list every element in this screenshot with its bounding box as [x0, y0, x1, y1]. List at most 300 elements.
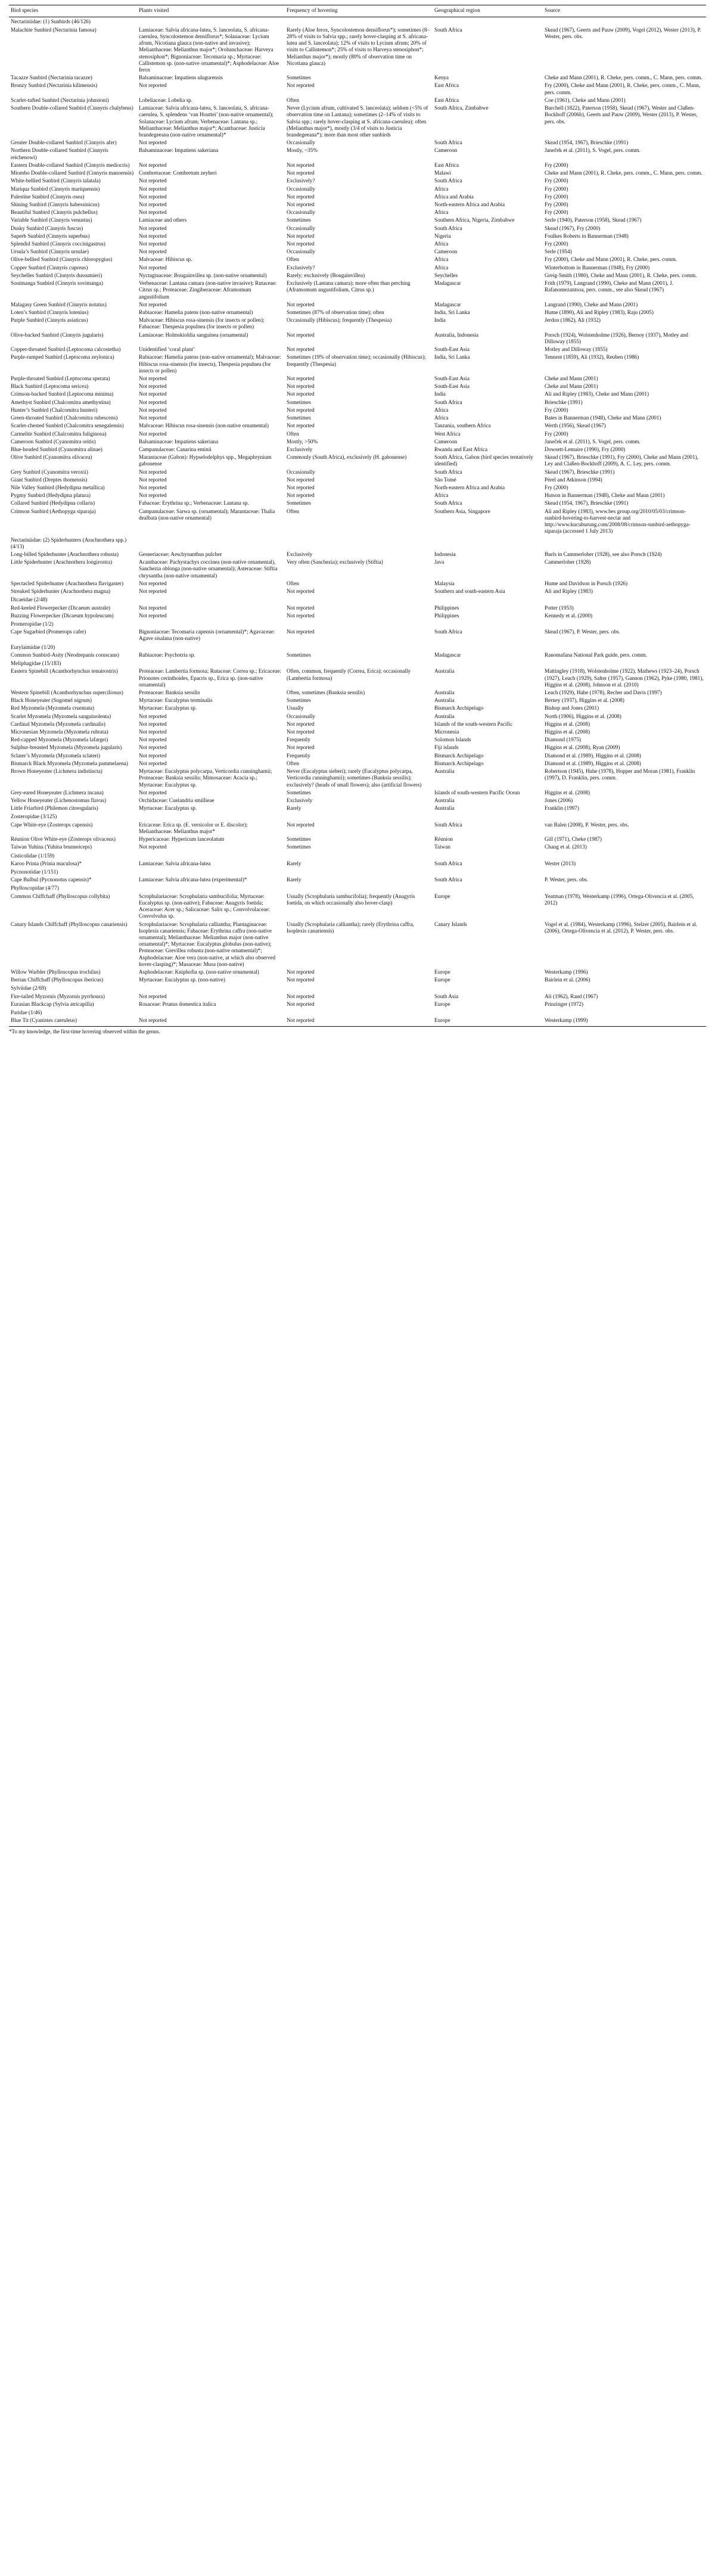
plants-cell: Not reported [139, 476, 167, 483]
table-row [9, 301, 706, 309]
frequency-cell: Not reported [285, 1017, 433, 1026]
source-cell: Leach (1929), Hahe (1978), Recher and Davis (1997) [545, 689, 662, 695]
source-cell: Jerdon (1862), Ali (1932) [545, 317, 601, 324]
table-row [9, 651, 706, 659]
region-cell [433, 984, 543, 992]
plants-cell: Malvaceae: Hibiscus rosa-sinensis (non-native ornamental) [139, 422, 269, 429]
region-cell: South-East Asia [434, 346, 470, 353]
table-row [9, 422, 706, 430]
table-row [9, 752, 706, 760]
plants-cell [137, 852, 285, 860]
frequency-cell [285, 643, 433, 651]
frequency-cell: Sometimes (87% of observation time); often [287, 309, 384, 315]
source-cell: Higgins et al. (2008) [545, 789, 590, 796]
species-cell: Micronesian Myzomela (Myzomela rubrata) [11, 729, 108, 735]
plants-cell: Not reported [139, 720, 167, 727]
table-row [9, 74, 706, 82]
plants-cell [137, 17, 285, 26]
plants-cell: Not reported [139, 264, 167, 271]
table-row [9, 185, 706, 193]
frequency-cell: Not reported [287, 201, 315, 207]
table-row [9, 789, 706, 797]
region-cell: South Africa [434, 860, 462, 866]
plants-cell: Not reported [139, 752, 167, 759]
source-cell: Motley and Dilloway (1855) [545, 346, 608, 353]
plants-cell: Lamiaceae: Salvia africana-lutea, S. lanceolata, S. africana-caerulea, Syncolostemon densiflorus*; Solanaceae: Lycium afrum, Nicotiana glauca (non-native and invasive); Melianthaceae: Melianthus major*; Orobanchaceae: Harveya stenosiphon*; Bignoniaceae: Tecomaria sp.; Myrtaceae: Callistemon sp. (non-native ornamental)*; Asphodelaceae: Aloe ferox [139, 26, 279, 73]
plants-cell: Not reported [137, 1017, 285, 1026]
table-row [9, 580, 706, 588]
region-cell: South Africa [434, 26, 462, 33]
frequency-cell [285, 17, 433, 26]
family-group-row [9, 17, 706, 26]
frequency-cell: Exclusively (Lantana camara); more often than perching (Aframomum angustifolium, Citrus sp.) [287, 280, 411, 293]
species-cell: Iberian Chiffchaff (Phylloscopus ibericus) [11, 977, 104, 983]
source-cell: Skead (1967), Brieschke (1991) [545, 468, 615, 475]
species-cell: Nectariniidae: (2) Spiderhunters (Arachnothera spp.) (4/13) [11, 536, 127, 549]
source-cell: Berney (1937), Higgins et al. (2008) [545, 697, 624, 704]
source-cell: Serle (1954) [545, 248, 572, 255]
species-cell: Scarlet Myzomela (Myzomela sanguinolenta) [11, 713, 111, 719]
frequency-cell [285, 1008, 433, 1017]
table-row [9, 272, 706, 279]
table-row [9, 240, 706, 248]
frequency-cell: Usually [287, 705, 304, 711]
species-cell: Common Sunbird-Asity (Neodrepanis coruscans) [11, 651, 119, 658]
plants-cell [137, 868, 285, 876]
species-cell: Western Spinebill (Acanthorhynchus superciliosus) [11, 689, 123, 695]
table-row [9, 767, 706, 789]
region-cell: Africa [434, 241, 449, 247]
plants-cell: Myrtaceae: Eucalyptus sp. (non-native) [139, 977, 225, 983]
region-cell: Madagascar [434, 301, 461, 307]
plants-cell: Not reported [139, 789, 167, 796]
family-group-row [9, 1008, 706, 1017]
plants-cell: Not reported [139, 430, 167, 437]
frequency-cell: Not reported [287, 375, 315, 381]
frequency-cell: Occasionally [287, 139, 315, 146]
region-cell [433, 868, 543, 876]
frequency-cell: Rarely (Aloe ferox, Syncolostemon densiflorus*); sometimes (8–28% of visits to Salvia spp.; rarely hover-clasping at S. africana-lutea and S. lanceolata); 12% of visits to Lycium afrum; 20% of visits to Callistemon*; 25% of visits to Harveya stenosiphon*; Melianthus major*); mostly (80% of observation time on Nicotiana glauca) [287, 26, 430, 66]
table-row [9, 331, 706, 346]
frequency-cell: Rarely; exclusively (Bougainvillea) [287, 272, 365, 278]
plants-cell: Balsaminaceae: Impatiens sakeriana [139, 438, 219, 445]
table-row [9, 797, 706, 804]
region-cell [433, 884, 543, 892]
table-row [9, 484, 706, 492]
source-cell: Cammerloher (1928) [545, 559, 591, 565]
table-body [9, 17, 706, 1026]
species-cell: Crimson Sunbird (Aethopyga siparaja) [11, 508, 96, 514]
species-cell: Promeropidae (1/2) [11, 620, 54, 627]
source-cell: Greig-Smith (1980), Cheke and Mann (2001), R. Cheke, pers. comm. [545, 272, 697, 278]
species-cell: Cisticolidae (1/159) [11, 852, 55, 859]
region-cell: Bismarck Archipelago [434, 705, 484, 711]
frequency-cell [285, 595, 433, 604]
table-row [9, 82, 706, 96]
frequency-cell: Very often (Sanchezia); exclusively (Stiftia) [287, 559, 383, 565]
species-cell: Cape White-eye (Zosterops capensis) [11, 821, 93, 828]
species-cell: Bismarck Black Myzomela (Myzomela pammelaena) [11, 760, 128, 766]
frequency-cell: Sometimes [287, 697, 311, 704]
source-cell: van Balen (2008), P. Wester, pers. obs. [545, 821, 629, 828]
region-cell: Indonesia [434, 551, 456, 557]
source-cell: Ali and Ripley (1983), Cheke and Mann (2001) [545, 391, 649, 397]
region-cell: South Africa [434, 877, 462, 883]
source-cell: Skead (1967), Geerts and Pauw (2009), Vogel (2012), Wester (2013), P. Wester, pers. obs. [545, 26, 701, 39]
table-row [9, 821, 706, 835]
family-group-row [9, 643, 706, 651]
species-cell: Pygmy Sunbird (Hedydipna platura) [11, 492, 91, 499]
frequency-cell: Usually (Scrophularia sambucifolia); frequently (Anagyris foetida, on which occasionally also hover-clasp) [287, 893, 415, 906]
source-cell: Fry (2000), Cheke and Mann (2001), R. Cheke, pers. comm., C. Mann, pers. comm. [545, 82, 701, 95]
frequency-cell: Not reported [287, 241, 315, 247]
frequency-cell: Not reported [287, 161, 315, 168]
frequency-cell: Often [287, 97, 299, 103]
region-cell: South Africa [434, 500, 462, 507]
region-cell: South Africa [434, 468, 462, 475]
source-cell: P. Wester, pers. obs. [545, 877, 588, 883]
species-cell: Olive-backed Sunbird (Cinnyris jugularis) [11, 331, 104, 338]
table-row [9, 1017, 706, 1026]
region-cell: Fiji islands [434, 744, 459, 751]
region-cell: Europe [434, 977, 450, 983]
source-cell: Cheke and Mann (2001), R. Cheke, pers. comm., C. Mann, pers. comm. [545, 74, 702, 81]
region-cell: Europe [433, 1017, 543, 1026]
source-cell: Kennedy et al. (2000) [545, 612, 593, 619]
species-cell: Olive Sunbird (Cyanomitra olivacea) [11, 454, 92, 461]
hovering-birds-table [9, 5, 706, 1027]
plants-cell: Not reported [139, 744, 167, 751]
species-cell: Blue Tit (Cyanistes caeruleus) [9, 1017, 137, 1026]
region-cell: Madagascar [434, 651, 461, 658]
species-cell: Meliphagidae (15/183) [11, 660, 61, 667]
source-cell: Mattingley (1918), Wolstenholme (1922), Mathews (1923–24), Porsch (1927), Leach (1929), Salter (1957), Gannon (1962), Pyke (1980, 1981), Higgins et al. (2008), Johnson et al. (2010) [545, 668, 704, 688]
plants-cell: Not reported [139, 185, 167, 192]
species-cell: Mariqua Sunbird (Cinnyris mariquensis) [11, 185, 100, 192]
region-cell [433, 1008, 543, 1017]
source-cell: Jones (2006) [545, 797, 573, 803]
plants-cell: Not reported [139, 161, 167, 168]
region-cell: Kenya [434, 74, 449, 81]
source-cell [543, 620, 706, 628]
plants-cell: Malvaceae: Hibiscus rosa-sinensis (for insects or pollen); Fabaceae: Thespesia populnea (for insects or pollen) [139, 317, 265, 330]
frequency-cell: Often, sometimes (Banksia sessilis) [287, 689, 365, 695]
frequency-cell: Sometimes [287, 415, 311, 421]
frequency-cell: Often [287, 430, 299, 437]
table-row [9, 309, 706, 316]
species-cell: Eastern Spinebill (Acanthorhynchus tenuirostris) [11, 668, 118, 675]
family-group-row [9, 812, 706, 821]
species-cell: Loten’s Sunbird (Cinnyris lotenius) [11, 309, 89, 315]
source-cell: Hume (1890), Ali and Ripley (1983), Raju (2005) [545, 309, 654, 315]
species-cell: Splendid Sunbird (Cinnyris coccinigastrus) [11, 241, 105, 247]
species-cell: Long-billed Spiderhunter (Arachnothera robusta) [11, 551, 119, 557]
source-cell: Skead (1954, 1967), Brieschke (1991) [545, 139, 629, 146]
region-cell: Africa [434, 415, 449, 421]
species-cell: Nile Valley Sunbird (Hedydipna metallica) [11, 484, 105, 491]
frequency-cell: Not reported [287, 391, 315, 397]
species-cell: Malachite Sunbird (Nectarinia famosa) [11, 26, 97, 33]
table-row [9, 406, 706, 414]
family-group-row [9, 884, 706, 892]
table-row [9, 876, 706, 884]
plants-cell: Bignoniaceae: Tecomaria capensis (ornamental)*; Agavaceae: Agave sisalana (non-native) [139, 629, 275, 642]
species-cell: Ursula’s Sunbird (Cinnyris ursulae) [11, 248, 89, 255]
species-cell: Little Spiderhunter (Arachnothera longirostra) [11, 559, 113, 565]
header-region: Geographical region [433, 5, 543, 17]
region-cell: Southern and south-eastern Asia [434, 588, 505, 595]
region-cell: Australia, Indonesia [434, 331, 478, 338]
source-cell: Hutson in Bannerman (1948), Cheke and Mann (2001) [545, 492, 665, 499]
table-row [9, 26, 706, 74]
table-row [9, 232, 706, 240]
plants-cell: Not reported [139, 580, 167, 586]
plants-cell [137, 643, 285, 651]
table-row [9, 604, 706, 612]
region-cell: India [434, 391, 446, 397]
frequency-cell: Frequently [287, 737, 310, 743]
source-cell [543, 984, 706, 992]
source-cell: Pèrel and Atkinson (1994) [545, 476, 602, 483]
species-cell: Sylviidae (2/69) [11, 985, 46, 992]
region-cell: Europe [434, 893, 450, 899]
frequency-cell: Frequently [287, 752, 310, 759]
region-cell: Philippines [434, 612, 459, 619]
frequency-cell: Not reported [287, 821, 315, 828]
source-cell: Yeatman (1978), Westerkamp (1996), Ortega-Olivencia et al. (2005, 2012) [545, 893, 694, 906]
frequency-cell: Often [287, 508, 299, 514]
plants-cell [137, 812, 285, 821]
plants-cell: Asphodelaceae: Kniphofia sp. (non-native ornamental) [139, 969, 259, 975]
species-cell: Greater Double-collared Sunbird (Cinnyris afer) [11, 139, 117, 146]
source-cell: Serle (1940), Paterson (1958), Skead (1967) [545, 217, 642, 223]
frequency-cell: Not reported [287, 383, 315, 390]
species-cell: Eurasian Blackcap (Sylvia atricapilla) [11, 1000, 94, 1007]
plants-cell: Orchidaceae: Cuelandria smillieae [139, 797, 214, 803]
source-cell: Burchell (1822), Paterson (1958), Skead (1967), Wester and Claßen-Bockhoff (2006b), Geerts and Pauw (2009), Wester (2013), P. Wester, pers. obs. [545, 105, 698, 125]
species-cell: Buzzing Flowerpecker (Dicaeum hypoleucum) [11, 612, 114, 619]
frequency-cell: Exclusively [287, 551, 313, 557]
region-cell: Bismarck Archipelago [434, 760, 484, 766]
table-row [9, 209, 706, 216]
region-cell: Solomon Islands [434, 737, 471, 743]
table-row [9, 588, 706, 595]
plants-cell: Verbenaceae: Lantana camara (non-native invasive); Rutaceae: Citrus sp.; Proteaceae; Zingiberaceae: Aframomum angustifolium [139, 280, 277, 300]
frequency-cell [285, 868, 433, 876]
plants-cell: Lamiaceae: Salvia africana-lutea [139, 860, 211, 866]
table-row [9, 390, 706, 398]
frequency-cell: Usually (Scrophularia calliantha); rarely (Erythrina caffra, Isoplexis canariensis) [287, 921, 415, 934]
species-cell: Tacazze Sunbird (Nectarinia tacazze) [11, 74, 92, 81]
source-cell [543, 536, 706, 551]
frequency-cell: Not reported [287, 744, 315, 751]
plants-cell: Not reported [139, 82, 167, 89]
frequency-cell: Sometimes (19% of observation time); occasionally (Hibiscus); frequently (Thespesia) [287, 354, 426, 367]
species-cell: Sclater’s Myzomela (Myzomela sclateri) [11, 752, 101, 759]
table-row [9, 551, 706, 558]
plants-cell: Not reported [139, 139, 167, 146]
source-cell: Westerkamp (1996) [545, 969, 588, 975]
source-cell: Fry (2000) [545, 209, 568, 216]
header-plants-visited: Plants visited [137, 5, 285, 17]
region-cell: Taiwan [434, 844, 450, 850]
source-cell: Brieschke (1991) [545, 399, 583, 405]
plants-cell: Not reported [139, 588, 167, 595]
species-cell: Green-throated Sunbird (Chalcomitra rubescens) [11, 415, 118, 421]
table-row [9, 860, 706, 868]
plants-cell: Lamiaceae: Salvia africana-lutea, S. lanceolata, S. africana-caerulea, S. splendens ‘van Houttei’ (non-native ornamental); Solanaceae: Lycium afrum; Verbenaceae: Lantana sp.; Melianthaceae: Melianthus major*; Acanthaceae: Justicia brandegeeana (non-native ornamental)* [139, 105, 273, 138]
source-cell [543, 1008, 706, 1017]
table-row [9, 139, 706, 147]
table-row [9, 177, 706, 185]
table-row [9, 430, 706, 438]
region-cell: Southern Africa, Nigeria, Zimbabwe [434, 217, 515, 223]
region-cell: South Africa [434, 178, 462, 184]
species-cell: Cardinal Myzomela (Myzomela cardinalis) [11, 720, 105, 727]
frequency-cell: Never (Lycium afrum, cultivated S. lanceolata); seldom (<5% of observation time on Lantana); sometimes (2–14% of visits to Salvia spp.; rarely hover-clasping at S. africana-caerulea); often (Melianthus major*), mostly (3/4 of visits to Justicia brandegeeana*); more than most other sunbirds [287, 105, 428, 138]
plants-cell: Not reported [139, 178, 167, 184]
species-cell: Purple-throated Sunbird (Leptocoma sperata) [11, 375, 110, 381]
plants-cell: Balsaminaceae: Impatiens ulugurensis [139, 74, 223, 81]
frequency-cell: Sometimes [287, 399, 311, 405]
plants-cell: Not reported [139, 399, 167, 405]
region-cell: East Africa [434, 97, 459, 103]
species-cell: Crimson-backed Sunbird (Leptocoma minima) [11, 391, 114, 397]
source-cell [543, 659, 706, 667]
region-cell [433, 595, 543, 604]
plants-cell: Not reported [139, 232, 167, 239]
species-cell: Cameroon Sunbird (Cyanomitra oritis) [11, 438, 96, 445]
table-row [9, 256, 706, 263]
species-cell: Réunion Olive White-eye (Zosterops olivaceus) [11, 836, 116, 843]
header-source: Source [543, 5, 706, 17]
source-cell [543, 868, 706, 876]
frequency-cell: Not reported [287, 476, 315, 483]
table-row [9, 446, 706, 453]
table-row [9, 968, 706, 976]
frequency-cell [285, 852, 433, 860]
frequency-cell: Sometimes [287, 217, 311, 223]
frequency-cell: Not reported [287, 422, 315, 429]
table-row [9, 835, 706, 843]
frequency-cell: Not reported [287, 969, 315, 975]
species-cell: Malagasy Green Sunbird (Cinnyris notatus) [11, 301, 107, 307]
region-cell: Réunion [434, 836, 453, 843]
source-cell: Ali and Ripley (1983) [545, 588, 593, 595]
source-cell: Fry (2000) [545, 193, 568, 200]
region-cell: North-eastern Africa and Arabia [434, 201, 505, 207]
plants-cell: Rubiaceae: Psychotria sp. [139, 651, 195, 658]
table-row [9, 476, 706, 484]
table-row [9, 1000, 706, 1008]
region-cell: Malawi [434, 170, 452, 176]
plants-cell: Not reported [139, 209, 167, 216]
frequency-cell: Not reported [287, 301, 315, 307]
region-cell: Africa [434, 264, 449, 271]
species-cell: Red-capped Myzomela (Myzomela lafargei) [11, 737, 108, 743]
frequency-cell: Not reported [287, 82, 315, 89]
table-row [9, 736, 706, 744]
source-cell: Diamond (1975) [545, 737, 581, 743]
plants-cell: Lamiaceae: Holmskioldia sanguinea (ornamental) [139, 331, 248, 338]
frequency-cell: Occasionally [287, 185, 315, 192]
species-cell: Dusky Sunbird (Cinnyris fuscus) [11, 225, 83, 231]
table-row [9, 264, 706, 272]
plants-cell: Combretaceae: Combretum zeyheri [139, 170, 217, 176]
region-cell: Nigeria [434, 232, 451, 239]
frequency-cell: Occasionally [287, 468, 315, 475]
species-cell: Pycnonotidae (1/151) [11, 868, 58, 875]
frequency-cell: Exclusively [287, 446, 313, 452]
region-cell: Australia [434, 713, 455, 719]
region-cell: Africa [434, 185, 449, 192]
family-group-row [9, 868, 706, 876]
frequency-cell: Often [287, 256, 299, 263]
source-cell: Frith (1979), Langrand (1990), Cheke and Mann (2001), J. Rafanomezantsoa, pers. comm., see also Skead (1967) [545, 280, 673, 293]
plants-cell: Not reported [139, 248, 167, 255]
table-row [9, 346, 706, 353]
plants-cell: Unidentified ‘coral plant’ [139, 346, 195, 353]
plants-cell: Not reported [139, 737, 167, 743]
source-cell: Burls in Cammerloher (1928), see also Porsch (1924) [545, 551, 662, 557]
region-cell: South-East Asia [434, 383, 470, 390]
table-row [9, 147, 706, 161]
table-row [9, 161, 706, 169]
frequency-cell: Occasionally [287, 225, 315, 231]
source-cell [543, 595, 706, 604]
plants-cell [137, 536, 285, 551]
region-cell: Australia [434, 797, 455, 803]
source-cell: Ali (1962), Rand (1967) [545, 993, 598, 999]
table-row [9, 201, 706, 209]
species-cell: Copper-throated Sunbird (Leptocoma calcostetha) [11, 346, 121, 353]
table-row [9, 383, 706, 390]
plants-cell: Not reported [139, 406, 167, 413]
source-cell: Fry (2000) [545, 201, 568, 207]
source-cell: Cheke and Mann (2001) [545, 383, 598, 390]
frequency-cell: Rarely [287, 860, 301, 866]
region-cell: Rwanda and East Africa [434, 446, 488, 452]
region-cell: Madagascar [434, 280, 461, 287]
species-cell: Olive-bellied Sunbird (Cinnyris chloropygius) [11, 256, 113, 263]
plants-cell: Not reported [139, 375, 167, 381]
plants-cell: Gesneriaceae: Aeschynanthus pulcher [139, 551, 222, 557]
table-row [9, 921, 706, 969]
frequency-cell: Not reported [287, 993, 315, 999]
frequency-cell: Rarely [287, 805, 301, 812]
species-cell: Grey Sunbird (Cyanomitra veroxii) [11, 468, 88, 475]
region-cell: Seychelles [434, 272, 458, 278]
plants-cell: Not reported [139, 713, 167, 719]
table-row [9, 499, 706, 507]
species-cell: Beautiful Sunbird (Cinnyris pulchellus) [11, 209, 98, 216]
plants-cell: Campanulaceae: Canarina eminii [139, 446, 212, 452]
source-cell [543, 643, 706, 651]
frequency-cell: Sometimes [287, 844, 311, 850]
plants-cell: Acanthaceae: Pachystachys coccinea (non-native ornamental), Sanchezia oblonga (non-native ornamental); Asteraceae: Stiftia chrysantha (non-native ornamental) [139, 559, 278, 579]
source-cell: Skead (1967), Fry (2000) [545, 225, 601, 231]
region-cell: South Africa [434, 399, 462, 405]
table-row [9, 804, 706, 812]
table-header-row [9, 5, 706, 17]
plants-cell: Not reported [139, 760, 167, 766]
frequency-cell [285, 884, 433, 892]
table-container [9, 0, 706, 1034]
source-cell: Fry (2000), Cheke and Mann (2001), R. Cheke, pers. comm. [545, 256, 677, 263]
source-cell [543, 852, 706, 860]
region-cell: Philippines [434, 604, 459, 611]
source-cell: Robertson (1945), Hahe (1978), Hopper and Moran (1981), Franklin (1997), D. Franklin, pers. comm. [545, 768, 695, 781]
